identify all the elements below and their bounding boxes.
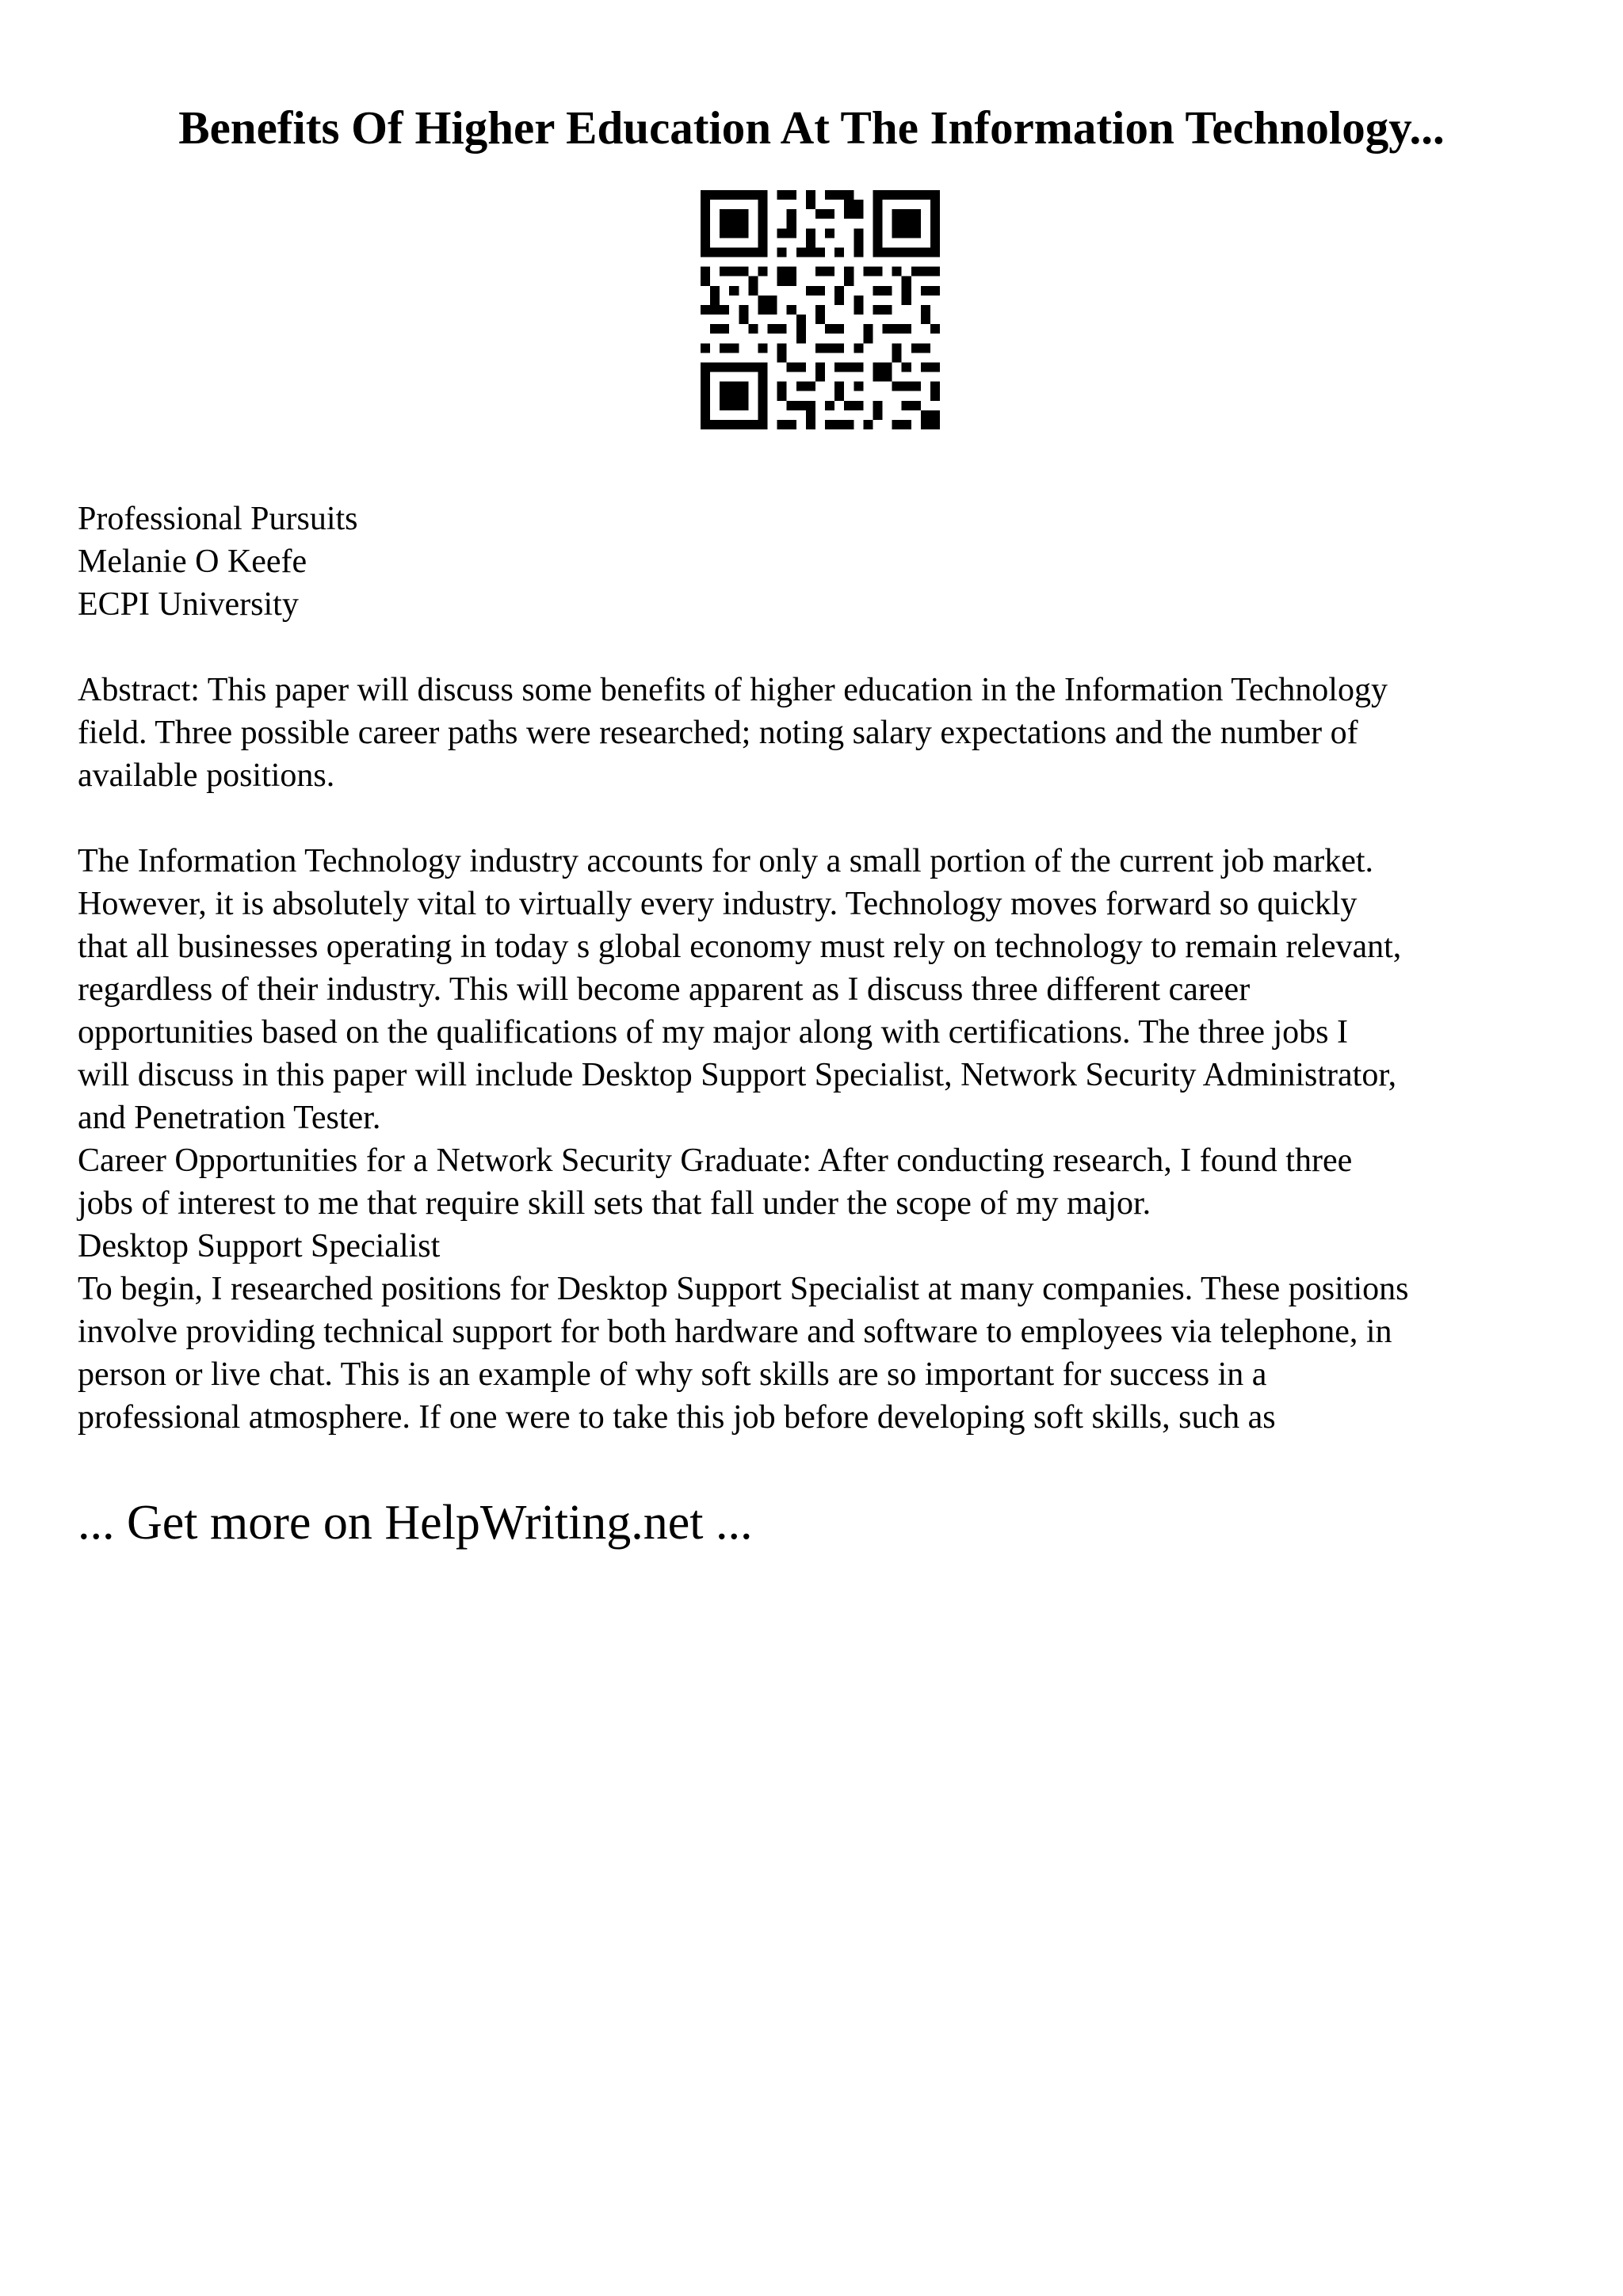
body-line: will discuss in this paper will include Desktop Support Specialist, Network Security Administrator, (78, 1057, 1397, 1093)
paragraph-gap (78, 626, 1568, 669)
header-line: Professional Pursuits (78, 501, 358, 537)
body-line: However, it is absolutely vital to virtually every industry. Technology moves forward so quickly (78, 886, 1358, 922)
qr-code-icon (701, 190, 940, 429)
body-line: professional atmosphere. If one were to take this job before developing soft skills, such as (78, 1399, 1276, 1436)
header-line: ECPI University (78, 586, 299, 623)
abstract-line: available positions. (78, 757, 335, 794)
body-line: jobs of interest to me that require skill sets that fall under the scope of my major. (78, 1185, 1151, 1222)
abstract-line: Abstract: This paper will discuss some benefits of higher education in the Information Technology (78, 672, 1388, 708)
body-line: To begin, I researched positions for Desktop Support Specialist at many companies. These positions (78, 1271, 1409, 1307)
body-line: opportunities based on the qualifications of my major along with certifications. The three jobs I (78, 1014, 1348, 1051)
body-line: Career Opportunities for a Network Security Graduate: After conducting research, I found three (78, 1142, 1353, 1179)
header-line: Melanie O Keefe (78, 543, 307, 580)
paragraph-gap (78, 797, 1568, 840)
section-heading: Desktop Support Specialist (78, 1228, 441, 1264)
body-line: and Penetration Tester. (78, 1100, 381, 1136)
document-body (78, 498, 1568, 1439)
body-line: The Information Technology industry accounts for only a small portion of the current job market. (78, 843, 1374, 879)
body-line: regardless of their industry. This will become apparent as I discuss three different career (78, 971, 1251, 1008)
body-line: person or live chat. This is an example of why soft skills are so important for success in a (78, 1356, 1267, 1393)
body-line: that all businesses operating in today s global economy must rely on technology to remain relevant, (78, 929, 1402, 965)
document-title: Benefits Of Higher Education At The Information Technology... (178, 101, 1445, 154)
body-line: involve providing technical support for both hardware and software to employees via telephone, in (78, 1314, 1392, 1350)
get-more-link[interactable]: ... Get more on HelpWriting.net ... (78, 1496, 753, 1550)
abstract-line: field. Three possible career paths were researched; noting salary expectations and the number of (78, 715, 1358, 751)
